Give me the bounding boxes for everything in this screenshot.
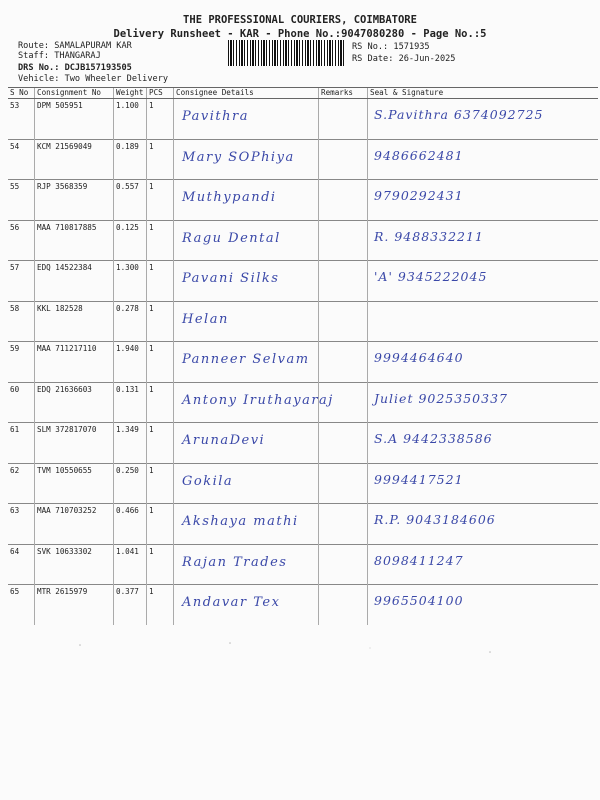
row-signature-cell bbox=[368, 180, 599, 221]
row-signature-cell bbox=[368, 220, 599, 261]
row-pcs: 1 bbox=[147, 261, 174, 302]
row-weight: 1.349 bbox=[114, 423, 147, 464]
row-consignee-handwritten: Akshaya mathi bbox=[182, 514, 299, 529]
row-consignment-number: RJP 3568359 bbox=[35, 180, 114, 221]
table-row bbox=[8, 180, 598, 221]
row-consignment-number: DPM 505951 bbox=[35, 99, 114, 140]
row-signature-cell bbox=[368, 463, 599, 504]
row-consignee-handwritten: Muthypandi bbox=[182, 190, 277, 205]
row-consignee-cell bbox=[174, 463, 319, 504]
row-consignee-handwritten: Helan bbox=[182, 311, 229, 327]
row-consignee-handwritten: Pavani Silks bbox=[182, 271, 280, 286]
row-pcs: 1 bbox=[147, 504, 174, 545]
row-consignee-cell bbox=[174, 423, 319, 464]
row-sno: 63 bbox=[8, 504, 35, 545]
row-signature-cell bbox=[368, 504, 599, 545]
row-consignment-number: KCM 21569049 bbox=[35, 139, 114, 180]
row-weight: 0.131 bbox=[114, 382, 147, 423]
row-signature-handwritten: 9994464640 bbox=[374, 350, 464, 365]
row-remarks bbox=[319, 463, 368, 504]
col-consignee: Consignee Details bbox=[174, 88, 319, 99]
table-row bbox=[8, 139, 598, 180]
row-consignment-number: EDQ 21636603 bbox=[35, 382, 114, 423]
col-remarks: Remarks bbox=[319, 88, 368, 99]
row-signature-handwritten: R.P. 9043184606 bbox=[374, 512, 496, 527]
row-sno: 60 bbox=[8, 382, 35, 423]
row-consignee-handwritten: Andavar Tex bbox=[182, 595, 281, 610]
row-weight: 0.377 bbox=[114, 585, 147, 625]
row-remarks bbox=[319, 180, 368, 221]
row-signature-handwritten: 9790292431 bbox=[374, 188, 464, 203]
row-remarks bbox=[319, 504, 368, 545]
row-weight: 1.100 bbox=[114, 99, 147, 140]
row-sno: 59 bbox=[8, 342, 35, 383]
table-row bbox=[8, 382, 598, 423]
row-remarks bbox=[319, 220, 368, 261]
row-sno: 55 bbox=[8, 180, 35, 221]
row-signature-cell bbox=[368, 585, 599, 625]
row-consignee-cell bbox=[174, 180, 319, 221]
row-weight: 0.557 bbox=[114, 180, 147, 221]
row-consignment-number: KKL 182528 bbox=[35, 301, 114, 342]
row-consignee-handwritten: Rajan Trades bbox=[182, 554, 288, 570]
row-consignee-handwritten: Pavithra bbox=[182, 109, 249, 124]
table-row bbox=[8, 220, 598, 261]
row-pcs: 1 bbox=[147, 423, 174, 464]
runsheet-table bbox=[8, 87, 598, 625]
table-row bbox=[8, 544, 598, 585]
row-consignee-cell bbox=[174, 585, 319, 625]
row-signature-handwritten: S.A 9442338586 bbox=[374, 431, 493, 446]
row-consignment-number: MAA 710703252 bbox=[35, 504, 114, 545]
row-consignment-number: EDQ 14522384 bbox=[35, 261, 114, 302]
row-remarks bbox=[319, 99, 368, 140]
row-signature-handwritten: 9965504100 bbox=[374, 593, 464, 608]
row-consignment-number: TVM 10550655 bbox=[35, 463, 114, 504]
row-remarks bbox=[319, 423, 368, 464]
row-pcs: 1 bbox=[147, 342, 174, 383]
row-consignee-cell bbox=[174, 139, 319, 180]
row-remarks bbox=[319, 261, 368, 302]
row-signature-cell bbox=[368, 301, 599, 342]
barcode bbox=[228, 40, 344, 66]
row-consignee-handwritten: Panneer Selvam bbox=[182, 352, 310, 367]
row-consignee-cell bbox=[174, 301, 319, 342]
table-row bbox=[8, 301, 598, 342]
row-sno: 58 bbox=[8, 301, 35, 342]
row-signature-cell bbox=[368, 342, 599, 383]
row-weight: 0.125 bbox=[114, 220, 147, 261]
row-consignee-handwritten: Gokila bbox=[182, 473, 234, 489]
table-row bbox=[8, 585, 598, 625]
table-row bbox=[8, 423, 598, 464]
col-pcs: PCS bbox=[147, 88, 174, 99]
row-weight: 0.189 bbox=[114, 139, 147, 180]
row-weight: 1.940 bbox=[114, 342, 147, 383]
col-sno: S No bbox=[8, 88, 35, 99]
route-label: Route: SAMALAPURAM KAR bbox=[18, 41, 132, 51]
row-weight: 0.466 bbox=[114, 504, 147, 545]
row-consignee-cell bbox=[174, 99, 319, 140]
row-signature-handwritten: 8098411247 bbox=[374, 552, 464, 568]
row-signature-cell bbox=[368, 261, 599, 302]
row-weight: 0.250 bbox=[114, 463, 147, 504]
row-signature-handwritten: 9994417521 bbox=[374, 471, 464, 487]
row-sno: 61 bbox=[8, 423, 35, 464]
row-sno: 64 bbox=[8, 544, 35, 585]
col-consignment: Consignment No bbox=[35, 88, 114, 99]
row-pcs: 1 bbox=[147, 99, 174, 140]
row-signature-cell bbox=[368, 99, 599, 140]
row-sno: 62 bbox=[8, 463, 35, 504]
row-pcs: 1 bbox=[147, 139, 174, 180]
row-signature-cell bbox=[368, 382, 599, 423]
row-remarks bbox=[319, 544, 368, 585]
row-consignment-number: MTR 2615979 bbox=[35, 585, 114, 625]
row-weight: 1.300 bbox=[114, 261, 147, 302]
row-sno: 57 bbox=[8, 261, 35, 302]
page-subtitle: Delivery Runsheet - KAR - Phone No.:9047080280 - Page No.:5 bbox=[113, 28, 487, 40]
row-weight: 1.041 bbox=[114, 544, 147, 585]
row-consignment-number: SLM 372817070 bbox=[35, 423, 114, 464]
row-consignee-cell bbox=[174, 220, 319, 261]
row-signature-cell bbox=[368, 423, 599, 464]
row-signature-handwritten: S.Pavithra 6374092725 bbox=[374, 107, 544, 122]
row-sno: 56 bbox=[8, 220, 35, 261]
row-consignee-handwritten: ArunaDevi bbox=[182, 433, 266, 448]
row-remarks bbox=[319, 301, 368, 342]
row-consignee-cell bbox=[174, 504, 319, 545]
row-consignee-cell bbox=[174, 382, 334, 423]
row-consignee-cell bbox=[174, 261, 319, 302]
scan-dots bbox=[70, 640, 510, 660]
rs-number: RS No.: 1571935 bbox=[352, 42, 430, 52]
table-header-row bbox=[8, 88, 598, 99]
row-consignment-number: MAA 710817885 bbox=[35, 220, 114, 261]
table-row bbox=[8, 342, 598, 383]
row-weight: 0.278 bbox=[114, 301, 147, 342]
row-signature-cell bbox=[368, 139, 599, 180]
row-signature-handwritten: 'A' 9345222045 bbox=[374, 269, 488, 284]
row-pcs: 1 bbox=[147, 180, 174, 221]
row-consignee-cell bbox=[174, 342, 319, 383]
row-pcs: 1 bbox=[147, 544, 174, 585]
row-consignee-handwritten: Mary SOPhiya bbox=[182, 149, 295, 165]
drs-label: DRS No.: DCJB157193505 bbox=[18, 63, 132, 73]
row-consignee-handwritten: Ragu Dental bbox=[182, 230, 281, 246]
page-title: THE PROFESSIONAL COURIERS, COIMBATORE bbox=[183, 14, 417, 26]
table-row bbox=[8, 504, 598, 545]
staff-label: Staff: THANGARAJ bbox=[18, 51, 101, 61]
rs-date: RS Date: 26-Jun-2025 bbox=[352, 54, 456, 64]
col-weight: Weight bbox=[114, 88, 147, 99]
row-consignment-number: SVK 10633302 bbox=[35, 544, 114, 585]
row-remarks bbox=[319, 342, 368, 383]
row-signature-handwritten: Juliet 9025350337 bbox=[374, 390, 508, 406]
row-signature-handwritten: 9486662481 bbox=[374, 147, 464, 163]
row-sno: 65 bbox=[8, 585, 35, 625]
row-consignee-cell bbox=[174, 544, 319, 585]
row-sno: 53 bbox=[8, 99, 35, 140]
row-sno: 54 bbox=[8, 139, 35, 180]
vehicle-label: Vehicle: Two Wheeler Delivery bbox=[18, 74, 169, 84]
col-seal: Seal & Signature bbox=[368, 88, 599, 99]
row-pcs: 1 bbox=[147, 301, 174, 342]
row-consignee-handwritten: Antony Iruthayaraj bbox=[182, 392, 334, 408]
table-row bbox=[8, 463, 598, 504]
table-row bbox=[8, 99, 598, 140]
row-pcs: 1 bbox=[147, 585, 174, 625]
row-remarks bbox=[319, 139, 368, 180]
row-remarks bbox=[319, 585, 368, 625]
row-pcs: 1 bbox=[147, 220, 174, 261]
row-consignment-number: MAA 711217110 bbox=[35, 342, 114, 383]
row-pcs: 1 bbox=[147, 382, 174, 423]
row-signature-cell bbox=[368, 544, 599, 585]
row-pcs: 1 bbox=[147, 463, 174, 504]
table-row bbox=[8, 261, 598, 302]
row-signature-handwritten: R. 9488332211 bbox=[374, 228, 484, 244]
